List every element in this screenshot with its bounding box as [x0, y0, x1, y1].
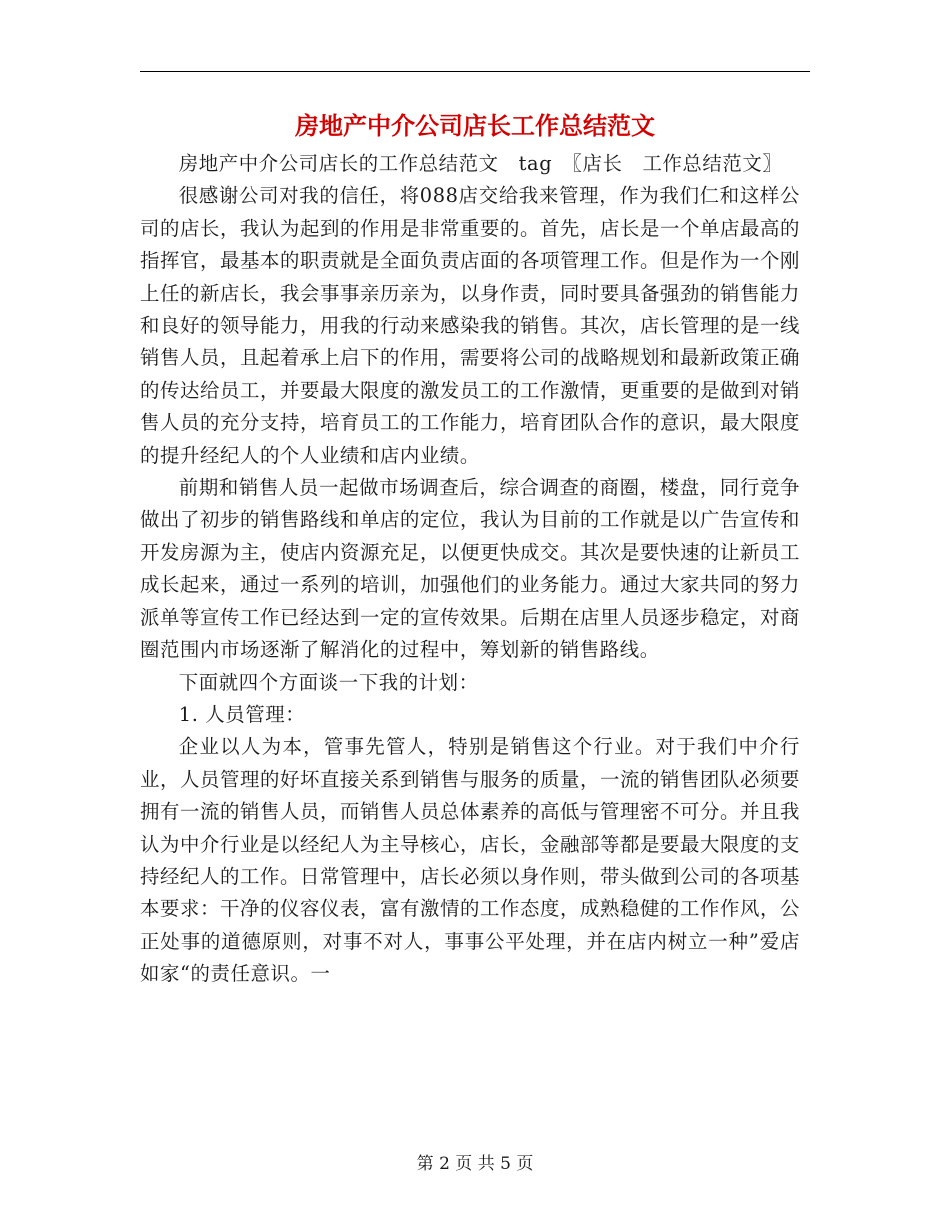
header-rule — [140, 71, 810, 72]
page-footer: 第 2 页 共 5 页 — [416, 1154, 534, 1174]
document-title: 房地产中介公司店长工作总结范文 — [295, 111, 655, 140]
body-paragraph: 很感谢公司对我的信任，将088店交给我来管理，作为我们仁和这样公司的店长，我认为起到的作用是非常重要的。首先，店长是一个单店最高的指挥官，最基本的职责就是全面负责店面的各项管理工作。但是作为一个刚上任的新店长，我会事事亲历亲为，以身作责，同时要具备强劲的销售能力和良好的领导能力，用我的行动来感染我的销售。其次，店长管理的是一线销售人员，且起着承上启下的作用，需要将公司的战略规划和最新政策正确的传达给员工，并要最大限度的激发员工的工作激情，更重要的是做到对销售人员的充分支持，培育员工的工作能力，培育团队合作的意识，最大限度的提升经纪人的个人业绩和店内业绩。 — [140, 184, 800, 467]
document-body — [140, 148, 800, 991]
section-heading: 1. 人员管理： — [178, 702, 306, 726]
tag-line: 房地产中介公司店长的工作总结范文 tag 〖店长 工作总结范文〗 — [178, 152, 783, 175]
body-paragraph: 企业以人为本，管事先管人，特别是销售这个行业。对于我们中介行业，人员管理的好坏直接关系到销售与服务的质量，一流的销售团队必须要拥有一流的销售人员，而销售人员总体素养的高低与管理密不可分。并且我认为中介行业是以经纪人为主导核心，店长，金融部等都是要最大限度的支持经纪人的工作。日常管理中，店长必须以身作则，带头做到公司的各项基本要求：干净的仪容仪表，富有激情的工作态度，成熟稳健的工作作风，公正处事的道德原则，对事不对人，事事公平处理，并在店内树立一种”爱店如家“的责任意识。一 — [140, 735, 800, 986]
plan-intro: 下面就四个方面谈一下我的计划： — [178, 670, 479, 694]
body-paragraph: 前期和销售人员一起做市场调查后，综合调查的商圈，楼盘，同行竞争做出了初步的销售路线和单店的定位，我认为目前的工作就是以广告宣传和开发房源为主，使店内资源充足，以便更快成交。其次是要快速的让新员工成长起来，通过一系列的培训，加强他们的业务能力。通过大家共同的努力派单等宣传工作已经达到一定的宣传效果。后期在店里人员逐步稳定，对商圈范围内市场逐渐了解消化的过程中，筹划新的销售路线。 — [140, 476, 800, 662]
